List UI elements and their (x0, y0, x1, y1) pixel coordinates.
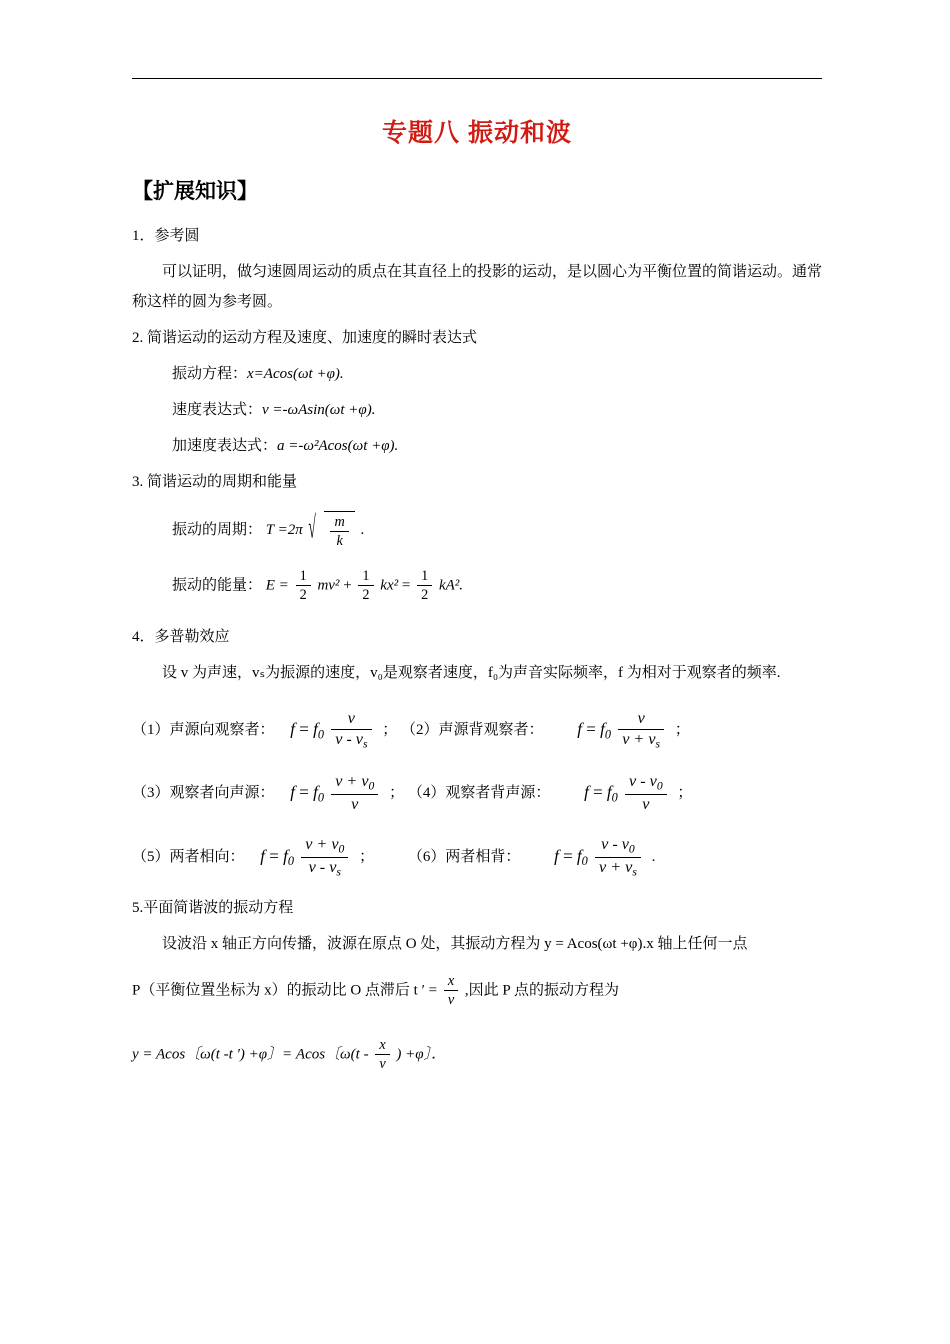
item-5-frac-2-den: v (379, 1056, 386, 1073)
energy-formula-row (132, 568, 822, 604)
doppler-label-3: （3）观察者向声源： (132, 785, 275, 802)
item-5-number: 5.平面简谐波的振动方程 (132, 900, 294, 917)
item-5-final-a: y = Acos〔ω(t -t ′) +φ〕= Acos〔ω(t - (132, 1046, 369, 1063)
item-2-line-1 (132, 359, 822, 389)
item-2-number: 2. 简谐运动的运动方程及速度、加速度的瞬时表达式 (132, 330, 478, 346)
doppler-label-2: （2）声源背观察者： (401, 721, 544, 738)
doppler-den-5: v - v (308, 859, 337, 877)
doppler-den-sub-2: s (655, 737, 661, 751)
energy-lhs: E = (265, 577, 289, 594)
item-5-frac-2-num: x (375, 1037, 389, 1055)
item-5-line-2-b: ,因此 P 点的振动方程为 (464, 982, 619, 999)
doppler-label-1: （1）声源向观察者： (132, 721, 275, 738)
period-tail: . (360, 521, 365, 538)
period-frac-num: m (330, 514, 348, 532)
item-2-line-3 (132, 431, 822, 461)
doppler-f0-6: f (576, 846, 582, 866)
energy-frac-3 (417, 568, 432, 604)
energy-op-1: + (343, 577, 352, 594)
doppler-frac-3 (331, 773, 378, 814)
doppler-num-6: v - v (601, 836, 629, 854)
item-5-frac-1-den: v (447, 992, 455, 1009)
period-fraction (330, 514, 348, 550)
doppler-f-2: f (577, 719, 583, 739)
section-heading: 【扩展知识】 (132, 179, 258, 203)
header-rule (132, 78, 822, 79)
doppler-tail-2: ； (674, 721, 690, 738)
period-frac-den: k (336, 533, 343, 550)
doppler-den-4: v (642, 795, 650, 813)
doppler-f0-sub-5: 0 (287, 854, 294, 869)
doppler-tail-4: ； (677, 785, 693, 802)
item-1-body: 可以证明，做匀速圆周运动的质点在其直径上的投影的运动，是以圆心为平衡位置的简谐运动。通常称这样的圆为参考圆。 (132, 264, 823, 310)
doppler-f0-sub-4: 0 (611, 790, 618, 805)
doppler-row-3 (132, 836, 822, 879)
doppler-num-sub-4: 0 (656, 779, 663, 793)
doppler-frac-1 (331, 710, 371, 751)
item-2-line-3-formula: a =-ω²Acos(ωt +φ). (277, 438, 399, 454)
item-5-line-2-a: P（平衡位置坐标为 x）的振动比 O 点滞后 t ′ = (132, 982, 438, 999)
item-2-line-2 (132, 395, 822, 425)
doppler-f0-3: f (313, 782, 318, 802)
sqrt-icon (308, 511, 354, 550)
doppler-eq-3: $f = f_0$ $\frac{v + v_0}{v}$ (290, 773, 381, 814)
item-5-line-2 (132, 973, 822, 1009)
doppler-eq-4: $f = f_0$ $\frac{v - v_0}{v}$ (584, 773, 670, 814)
doppler-num-3: v + v (335, 772, 369, 790)
doppler-label-4: （4）观察者背声源： (407, 785, 551, 802)
doppler-f0-sub-3: 0 (317, 790, 324, 805)
item-5-frac-1 (444, 973, 458, 1009)
doppler-row-2 (132, 773, 822, 814)
doppler-tail-5: ； (359, 849, 375, 866)
doppler-label-5: （5）两者相向： (132, 849, 245, 866)
doppler-num-5: v + v (305, 836, 339, 854)
energy-frac-3-den: 2 (421, 587, 429, 604)
doppler-tail-3: ； (389, 785, 405, 802)
energy-frac-3-num: 1 (417, 568, 432, 586)
doppler-row-1 (132, 710, 822, 751)
doppler-eq-1: $f = f_0$ $\frac{v}{v - v_s}$ (290, 710, 374, 751)
item-3-number: 3. 简谐运动的周期和能量 (132, 474, 298, 490)
radical-sign: √ (308, 512, 317, 547)
item-4-number: 4．多普勒效应 (132, 628, 230, 645)
doppler-label-6: （6）两者相背： (407, 849, 521, 866)
doppler-eq-5: $f = f_0$ $\frac{v + v_0}{v - v_s}$ (260, 836, 351, 879)
doppler-f-3: f (290, 782, 295, 802)
energy-term-2: kx² (380, 577, 399, 594)
item-2-line-3-label: 加速度表达式： (172, 438, 278, 454)
doppler-den-6: v + v (599, 859, 633, 877)
doppler-frac-4 (625, 773, 667, 814)
doppler-tail-6: . (651, 849, 656, 866)
item-5-final-b: ) +φ〕． (396, 1046, 447, 1063)
doppler-f0-1: f (313, 719, 318, 739)
item-5-frac-2 (375, 1037, 389, 1073)
energy-term-1: mv² (317, 577, 340, 594)
period-label: 振动的周期： (172, 521, 263, 538)
doppler-tail-1: ； (382, 721, 398, 738)
period-lhs: T =2π (265, 522, 303, 539)
energy-op-2: = (401, 577, 411, 594)
item-2-line-1-label: 振动方程： (172, 366, 248, 382)
energy-frac-2-num: 1 (358, 568, 373, 586)
energy-frac-1-num: 1 (296, 568, 311, 586)
item-2-line-1-formula: x=Acos(ωt +φ). (247, 366, 344, 382)
doppler-num-2: v (618, 710, 664, 731)
item-2-line-2-label: 速度表达式： (172, 402, 263, 418)
item-5-line-1: 设波沿 x 轴正方向传播，波源在原点 O 处，其振动方程为 y = Acos(ωt +φ).x 轴上任何一点 (162, 936, 748, 953)
doppler-den-sub-6: s (632, 865, 637, 879)
doppler-den-1: v - v (335, 731, 363, 749)
doppler-num-sub-3: 0 (368, 779, 375, 793)
doppler-frac-2 (618, 710, 664, 751)
doppler-den-sub-1: s (362, 737, 368, 751)
doppler-eq-6: $f = f_0$ $\frac{v - v_0}{v + v_s}$ (554, 836, 644, 879)
energy-label: 振动的能量： (172, 577, 263, 594)
doppler-den-2: v + v (622, 731, 656, 749)
period-formula-row (132, 511, 822, 550)
doppler-f0-sub-2: 0 (604, 726, 611, 741)
doppler-eq-2: $f = f_0$ $\frac{v}{v + v_s}$ (577, 710, 667, 751)
doppler-den-sub-5: s (336, 865, 341, 879)
doppler-frac-6 (595, 836, 641, 879)
doppler-den-3: v (351, 795, 359, 813)
energy-term-3: kA². (438, 577, 464, 594)
doppler-num-1: v (331, 710, 371, 731)
doppler-f-6: f (554, 846, 559, 866)
doppler-f-1: f (290, 719, 295, 739)
doppler-f0-4: f (606, 782, 612, 802)
page-title: 专题八 振动和波 (382, 119, 572, 147)
doppler-num-sub-5: 0 (338, 842, 345, 856)
document-content (132, 78, 822, 1091)
energy-frac-2-den: 2 (362, 587, 370, 604)
doppler-f0-sub-6: 0 (581, 854, 588, 869)
doppler-num-sub-6: 0 (628, 842, 635, 856)
doppler-num-4: v - v (629, 772, 657, 790)
energy-frac-2 (358, 568, 373, 604)
item-4-body: 设 v 为声速，vₛ为振源的速度，v₀是观察者速度，f₀为声音实际频率，f 为相对于观察者的频率. (162, 664, 781, 681)
doppler-f0-sub-1: 0 (317, 726, 324, 741)
item-5-frac-1-num: x (444, 973, 458, 991)
energy-frac-1 (296, 568, 311, 604)
doppler-frac-5 (301, 836, 348, 879)
doppler-f-4: f (584, 782, 589, 802)
item-1-number: 1．参考圆 (132, 228, 200, 244)
item-5-final-formula (132, 1037, 822, 1073)
energy-frac-1-den: 2 (299, 587, 307, 604)
doppler-f0-5: f (283, 846, 288, 866)
doppler-f0-2: f (600, 719, 605, 739)
doppler-f-5: f (260, 846, 265, 866)
item-2-line-2-formula: v =-ωAsin(ωt +φ). (262, 402, 376, 418)
